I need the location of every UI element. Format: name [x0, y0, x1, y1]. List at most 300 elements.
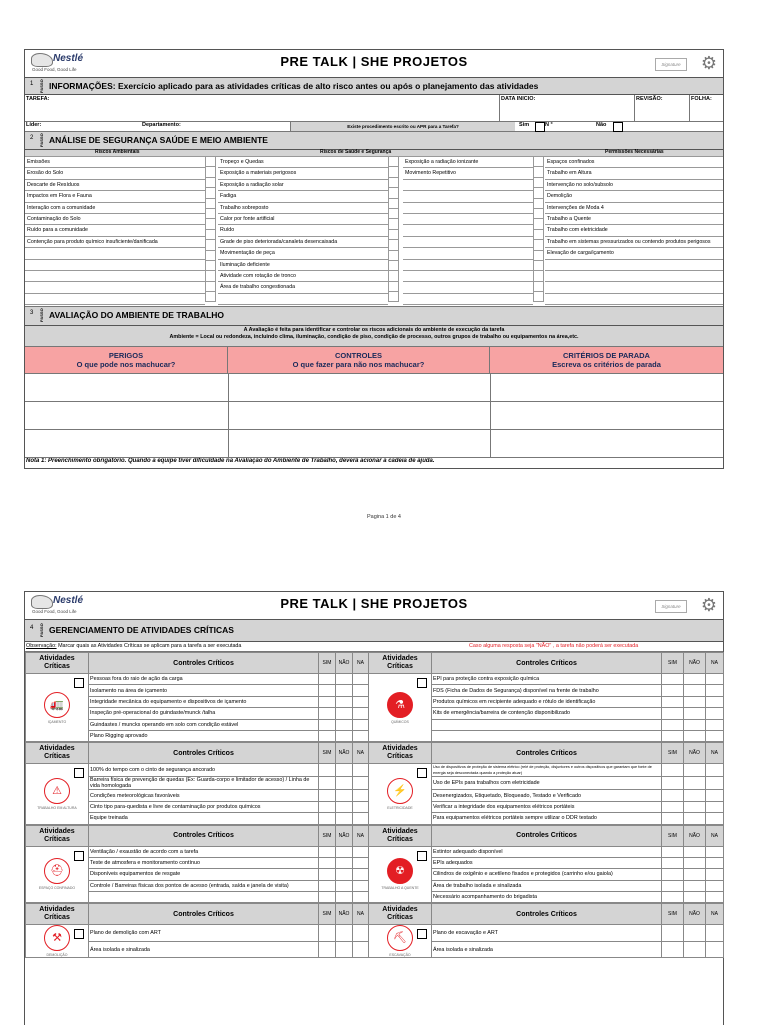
health-risk-item: Exposição a materiais perigosos	[218, 168, 388, 179]
no-cell[interactable]	[684, 869, 706, 880]
no-cell[interactable]	[684, 813, 706, 824]
health-risk-item: Ruído	[218, 225, 388, 236]
block-header-row	[26, 825, 724, 846]
risk-checkbox[interactable]	[206, 209, 216, 219]
risk-checkbox[interactable]	[206, 251, 216, 261]
na-cell[interactable]	[706, 790, 724, 801]
no-cell[interactable]	[684, 708, 706, 719]
env-risk-item	[25, 294, 205, 305]
section-title: INFORMAÇÕES: Exercício aplicado para as atividades críticas de alto risco antes ou após o planejamento das atividades	[49, 81, 539, 91]
permit-item: Trabalho a Quente	[545, 214, 723, 225]
yes-cell[interactable]	[662, 696, 684, 707]
health-risk-item	[403, 237, 533, 248]
no-cell[interactable]	[336, 685, 353, 696]
yes-cell[interactable]	[319, 813, 336, 824]
no-cell[interactable]	[336, 777, 353, 790]
yes-cell[interactable]	[319, 730, 336, 741]
yes-cell[interactable]	[662, 801, 684, 812]
control-item: Guindastes / muncks operando em solo com condição estável	[89, 719, 319, 730]
permits-list	[545, 157, 723, 316]
no-cell[interactable]	[684, 685, 706, 696]
risk-checkbox[interactable]	[389, 157, 399, 167]
na-cell[interactable]	[353, 846, 369, 857]
risk-checkbox[interactable]	[534, 230, 544, 240]
no-cell[interactable]	[684, 892, 706, 903]
risk-checkbox[interactable]	[389, 240, 399, 250]
task-field[interactable]	[25, 95, 499, 121]
risk-checkbox[interactable]	[206, 167, 216, 177]
control-item: EPI para proteção contra exposição química	[432, 674, 662, 685]
answer-header: SIM	[319, 904, 336, 925]
na-cell[interactable]	[706, 846, 724, 857]
no-cell[interactable]	[684, 674, 706, 685]
activity-label: TRABALHO A QUENTE	[381, 886, 419, 891]
yes-cell[interactable]	[319, 857, 336, 868]
na-cell[interactable]	[706, 941, 724, 958]
risk-checkbox[interactable]	[534, 178, 544, 188]
controls-header: Controles Críticos	[432, 653, 662, 674]
na-cell[interactable]	[706, 880, 724, 891]
hazard-cell[interactable]	[25, 374, 229, 401]
yes-cell[interactable]	[319, 925, 336, 942]
control-item: Área isolada e sinalizada	[432, 941, 662, 958]
answer-header: NA	[353, 825, 369, 846]
section-step-label: PASSO	[39, 623, 44, 637]
flask-icon: ⚗	[387, 692, 413, 718]
page-header	[25, 592, 723, 620]
answer-header: SIM	[662, 825, 684, 846]
yes-cell[interactable]	[319, 846, 336, 857]
control-item: Inspeção pré-operacional do guindaste/munck /talha	[89, 708, 319, 719]
critical-activities	[25, 652, 723, 958]
no-cell[interactable]	[684, 777, 706, 790]
risk-checkbox[interactable]	[206, 271, 216, 281]
control-item: Kits de emergência/barreira de contenção disponibilizado	[432, 708, 662, 719]
na-cell[interactable]	[706, 801, 724, 812]
yes-cell[interactable]	[319, 941, 336, 958]
risk-checkbox[interactable]	[534, 209, 544, 219]
section-number: 3	[30, 310, 34, 316]
welding-icon: ☢	[387, 858, 413, 884]
risk-checkbox[interactable]	[534, 157, 544, 167]
section-step-label: PASSO	[39, 79, 44, 93]
risk-checkbox[interactable]	[534, 240, 544, 250]
no-cell[interactable]	[684, 719, 706, 730]
na-cell[interactable]	[706, 730, 724, 741]
no-cell[interactable]	[336, 941, 353, 958]
risk-checkbox[interactable]	[206, 188, 216, 198]
env-risk-item	[25, 271, 205, 282]
na-cell[interactable]	[706, 869, 724, 880]
no-cell[interactable]	[684, 730, 706, 741]
table-row	[26, 674, 724, 685]
no-cell[interactable]	[684, 846, 706, 857]
answer-header: NA	[353, 743, 369, 764]
electricity-icon: ⚡	[387, 778, 413, 804]
health-risk-item	[403, 294, 533, 305]
no-cell[interactable]	[336, 708, 353, 719]
na-cell[interactable]	[353, 685, 369, 696]
controls-header: Controles Críticos	[432, 904, 662, 925]
activity-cell	[26, 925, 89, 958]
env-risk-item: Contaminação do Solo	[25, 214, 205, 225]
yes-label: Sim	[519, 122, 530, 128]
table-row	[26, 846, 724, 857]
health-risks-header: Riscos de Saúde e Segurança	[320, 149, 392, 155]
no-cell[interactable]	[336, 719, 353, 730]
task-info-row	[25, 95, 723, 122]
na-cell[interactable]	[353, 869, 369, 880]
hazard-cell[interactable]	[25, 430, 229, 457]
activity-label: ELETRICIDADE	[387, 805, 413, 810]
critical-activity-block	[25, 742, 724, 824]
na-cell[interactable]	[706, 674, 724, 685]
hazard-cell[interactable]	[25, 402, 229, 429]
risk-analysis-grid	[25, 150, 723, 307]
activity-cell	[26, 674, 89, 742]
activity-cell	[369, 674, 432, 742]
env-risk-item	[25, 248, 205, 259]
permit-item	[545, 260, 723, 271]
permit-item	[545, 282, 723, 293]
health-risk-item	[403, 191, 533, 202]
na-cell[interactable]	[353, 708, 369, 719]
yes-cell[interactable]	[662, 857, 684, 868]
risk-checkbox[interactable]	[206, 199, 216, 209]
activities-header: Atividades Críticas	[26, 743, 89, 764]
na-cell[interactable]	[706, 696, 724, 707]
activity-label: TRABALHO EM ALTURA	[37, 805, 77, 810]
risk-checkbox[interactable]	[389, 292, 399, 302]
answer-header: NÃO	[336, 743, 353, 764]
risk-checkbox[interactable]	[206, 261, 216, 271]
health-risk-item	[403, 180, 533, 191]
env-risk-item: Ruído para a comunidade	[25, 225, 205, 236]
na-cell[interactable]	[706, 777, 724, 790]
revision-label: REVISÃO:	[636, 96, 663, 102]
risk-checkbox[interactable]	[389, 178, 399, 188]
permit-item	[545, 294, 723, 305]
no-cell[interactable]	[336, 801, 353, 812]
na-cell[interactable]	[353, 857, 369, 868]
section-number: 2	[30, 135, 34, 141]
yes-cell[interactable]	[662, 685, 684, 696]
activities-header: Atividades Críticas	[369, 904, 432, 925]
answer-header: SIM	[662, 743, 684, 764]
risk-checkbox[interactable]	[534, 292, 544, 302]
env-risk-item: Contenção para produto químico insuficiente/danificada	[25, 237, 205, 248]
no-cell[interactable]	[684, 696, 706, 707]
answer-header: SIM	[662, 904, 684, 925]
env-risks-list	[25, 157, 205, 316]
na-cell[interactable]	[706, 685, 724, 696]
no-cell[interactable]	[336, 696, 353, 707]
na-cell[interactable]	[353, 764, 369, 777]
page-2	[24, 591, 724, 1025]
no-cell[interactable]	[684, 941, 706, 958]
activity-label: IÇAMENTO	[47, 719, 67, 724]
no-cell[interactable]	[336, 674, 353, 685]
activities-header: Atividades Críticas	[369, 653, 432, 674]
risk-checkbox[interactable]	[206, 230, 216, 240]
risk-checkbox[interactable]	[389, 261, 399, 271]
health-risk-item: Iluminação deficiente	[218, 260, 388, 271]
stop-criteria-cell[interactable]	[490, 374, 723, 401]
activity-cell	[369, 764, 432, 824]
control-item	[432, 719, 662, 730]
na-cell[interactable]	[353, 801, 369, 812]
control-item: Plano de demolição com ART	[89, 925, 319, 942]
answer-header: NA	[706, 653, 724, 674]
risk-checkbox[interactable]	[389, 167, 399, 177]
block-header-row	[26, 904, 724, 925]
assessment-row	[25, 374, 723, 402]
activity-checkbox[interactable]	[74, 851, 84, 861]
risk-checkbox[interactable]	[534, 199, 544, 209]
control-cell[interactable]	[228, 430, 491, 457]
permit-item: Intervenções de Moda 4	[545, 203, 723, 214]
na-cell[interactable]	[706, 708, 724, 719]
health-risk-item	[403, 282, 533, 293]
na-cell[interactable]	[353, 941, 369, 958]
control-cell[interactable]	[228, 402, 491, 429]
activity-checkbox[interactable]	[74, 768, 84, 778]
yes-cell[interactable]	[662, 764, 684, 777]
activity-checkbox[interactable]	[417, 768, 427, 778]
na-cell[interactable]	[353, 925, 369, 942]
control-item: Verificar a integridade dos equipamentos elétricos portáteis	[432, 801, 662, 812]
controls-header: Controles Críticos	[89, 825, 319, 846]
no-cell[interactable]	[336, 880, 353, 891]
risk-checkbox[interactable]	[534, 167, 544, 177]
page-1	[24, 49, 724, 469]
no-cell[interactable]	[684, 801, 706, 812]
stop-criteria-cell[interactable]	[490, 402, 723, 429]
na-cell[interactable]	[353, 892, 369, 903]
yes-cell[interactable]	[662, 719, 684, 730]
no-cell[interactable]	[684, 857, 706, 868]
yes-cell[interactable]	[319, 708, 336, 719]
yes-cell[interactable]	[662, 869, 684, 880]
risk-checkbox[interactable]	[389, 219, 399, 229]
health-risk-item: Movimento Repetitivo	[403, 168, 533, 179]
yes-cell[interactable]	[662, 674, 684, 685]
control-item: Área isolada e sinalizada	[89, 941, 319, 958]
no-cell[interactable]	[336, 869, 353, 880]
env-risks-checks	[205, 157, 216, 302]
control-item: Disponíveis equipamentos de resgate	[89, 869, 319, 880]
yes-cell[interactable]	[662, 925, 684, 942]
description-line-1: A Avaliação é feita para identificar e controlar os riscos adicionais do ambiente de execução da tarefa	[243, 327, 505, 333]
yes-cell[interactable]	[319, 880, 336, 891]
activities-header: Atividades Críticas	[26, 904, 89, 925]
activity-checkbox[interactable]	[417, 851, 427, 861]
health-risks-list-b	[403, 157, 533, 316]
answer-header: SIM	[319, 825, 336, 846]
yes-cell[interactable]	[662, 790, 684, 801]
risk-checkbox[interactable]	[206, 219, 216, 229]
answer-header: NA	[353, 653, 369, 674]
yes-cell[interactable]	[319, 892, 336, 903]
yes-cell[interactable]	[662, 880, 684, 891]
risk-checkbox[interactable]	[534, 188, 544, 198]
answer-header: NÃO	[336, 904, 353, 925]
activity-cell	[26, 764, 89, 824]
na-cell[interactable]	[353, 719, 369, 730]
activity-checkbox[interactable]	[417, 678, 427, 688]
yes-cell[interactable]	[662, 730, 684, 741]
yes-cell[interactable]	[662, 813, 684, 824]
controls-header: CONTROLES O que fazer para não nos machucar?	[228, 347, 490, 373]
risk-checkbox[interactable]	[534, 261, 544, 271]
risk-checkbox[interactable]	[389, 209, 399, 219]
na-cell[interactable]	[706, 925, 724, 942]
na-cell[interactable]	[353, 777, 369, 790]
health-risks-checks-b	[533, 157, 544, 302]
answer-header: NA	[706, 743, 724, 764]
no-cell[interactable]	[336, 857, 353, 868]
start-date-label: DATA INICIO:	[501, 96, 536, 102]
yes-cell[interactable]	[319, 696, 336, 707]
risk-checkbox[interactable]	[534, 271, 544, 281]
na-cell[interactable]	[706, 857, 724, 868]
risk-checkbox[interactable]	[206, 157, 216, 167]
department-label: Departamento:	[142, 122, 181, 128]
mandatory-note: Nota 1: Preenchimento obrigatório. Quando a equipe tiver dificuldade na Avaliação do Ambiente de Trabalho, deverá acionar a cadeia de ajuda.	[26, 458, 435, 464]
yes-cell[interactable]	[319, 801, 336, 812]
activity-checkbox[interactable]	[74, 929, 84, 939]
na-cell[interactable]	[353, 813, 369, 824]
risk-checkbox[interactable]	[206, 240, 216, 250]
yes-cell[interactable]	[319, 869, 336, 880]
no-cell[interactable]	[684, 790, 706, 801]
section-step-label: PASSO	[39, 308, 44, 322]
control-cell[interactable]	[228, 374, 491, 401]
control-item: Necessário acompanhamento do brigadista	[432, 892, 662, 903]
yes-cell[interactable]	[319, 764, 336, 777]
block-header-row	[26, 743, 724, 764]
no-cell[interactable]	[336, 846, 353, 857]
risk-checkbox[interactable]	[206, 178, 216, 188]
na-cell[interactable]	[353, 674, 369, 685]
no-cell[interactable]	[336, 730, 353, 741]
env-risk-item: Impactos em Flora e Fauna	[25, 191, 205, 202]
control-item: Pessoas fora do raio de ação da carga	[89, 674, 319, 685]
yes-cell[interactable]	[662, 777, 684, 790]
excavation-icon: ⛏	[387, 925, 413, 951]
no-cell[interactable]	[684, 880, 706, 891]
risk-checkbox[interactable]	[389, 282, 399, 292]
permit-item	[545, 271, 723, 282]
control-item: Plano Rigging aprovado	[89, 730, 319, 741]
no-cell[interactable]	[684, 925, 706, 942]
section-title: GERENCIAMENTO DE ATIVIDADES CRÍTICAS	[49, 625, 234, 635]
yes-cell[interactable]	[319, 777, 336, 790]
stop-criteria-cell[interactable]	[490, 430, 723, 457]
risk-checkbox[interactable]	[534, 282, 544, 292]
yes-cell[interactable]	[319, 790, 336, 801]
health-risk-item: Trabalho sobreposto	[218, 203, 388, 214]
no-cell[interactable]	[336, 813, 353, 824]
na-cell[interactable]	[353, 696, 369, 707]
na-cell[interactable]	[706, 764, 724, 777]
risk-checkbox[interactable]	[206, 292, 216, 302]
health-risk-item: Área de trabalho congestionada	[218, 282, 388, 293]
yes-cell[interactable]	[662, 846, 684, 857]
na-cell[interactable]	[706, 813, 724, 824]
page-title: PRE TALK | SHE PROJETOS	[280, 54, 468, 69]
risk-checkbox[interactable]	[534, 251, 544, 261]
control-item: 100% do tempo com o cinto de segurança ancorado	[89, 764, 319, 777]
section-title: AVALIAÇÃO DO AMBIENTE DE TRABALHO	[49, 310, 225, 320]
control-item: EPIs adequados	[432, 857, 662, 868]
na-cell[interactable]	[706, 892, 724, 903]
demolition-icon: ⚒	[44, 925, 70, 951]
procedure-question: Existe procedimento escrito ou APR para a Tarefa?	[290, 122, 515, 131]
risk-checkbox[interactable]	[389, 188, 399, 198]
risk-checkbox[interactable]	[389, 230, 399, 240]
permits-header: Permissões Necessárias	[605, 149, 664, 155]
yes-checkbox[interactable]	[535, 122, 545, 132]
no-cell[interactable]	[684, 764, 706, 777]
na-cell[interactable]	[353, 730, 369, 741]
gear-icon: ⚙	[700, 53, 717, 73]
risk-checkbox[interactable]	[206, 282, 216, 292]
warning-text: Caso alguma resposta seja "NÃO" , a tarefa não poderá ser executada	[469, 643, 639, 649]
section-2-header	[25, 132, 723, 150]
answer-header: SIM	[319, 743, 336, 764]
health-risk-item: Exposição a radiação ionizante	[403, 157, 533, 168]
risk-checkbox[interactable]	[389, 251, 399, 261]
health-risk-item: Movimentação de peça	[218, 248, 388, 259]
yes-cell[interactable]	[319, 719, 336, 730]
yes-cell[interactable]	[319, 674, 336, 685]
yes-cell[interactable]	[662, 941, 684, 958]
no-cell[interactable]	[336, 790, 353, 801]
controls-header: Controles Críticos	[432, 825, 662, 846]
activity-checkbox[interactable]	[74, 678, 84, 688]
permit-item: Trabalho com eletricidade	[545, 225, 723, 236]
na-cell[interactable]	[353, 790, 369, 801]
no-cell[interactable]	[336, 764, 353, 777]
yes-cell[interactable]	[319, 685, 336, 696]
brand-name: Nestlé	[53, 595, 84, 606]
yes-cell[interactable]	[662, 708, 684, 719]
section-4-header	[25, 620, 723, 642]
activities-header: Atividades Críticas	[369, 825, 432, 846]
yes-cell[interactable]	[662, 892, 684, 903]
activity-checkbox[interactable]	[417, 929, 427, 939]
env-risk-item	[25, 282, 205, 293]
controls-header: Controles Críticos	[89, 904, 319, 925]
na-cell[interactable]	[353, 880, 369, 891]
answer-header: SIM	[662, 653, 684, 674]
risk-checkbox[interactable]	[389, 271, 399, 281]
no-checkbox[interactable]	[613, 122, 623, 132]
activity-cell	[369, 925, 432, 958]
na-cell[interactable]	[706, 719, 724, 730]
env-risk-item: Erosão do Solo	[25, 168, 205, 179]
no-cell[interactable]	[336, 892, 353, 903]
risk-checkbox[interactable]	[389, 199, 399, 209]
answer-header: NA	[706, 825, 724, 846]
risk-checkbox[interactable]	[534, 219, 544, 229]
brand-tagline: Good Food, Good Life	[32, 609, 77, 614]
control-item: Isolamento na área de içamento	[89, 685, 319, 696]
no-cell[interactable]	[336, 925, 353, 942]
control-item: Produtos químicos em recipiente adequado e rótulo de identificação	[432, 696, 662, 707]
observation-row	[25, 642, 723, 652]
